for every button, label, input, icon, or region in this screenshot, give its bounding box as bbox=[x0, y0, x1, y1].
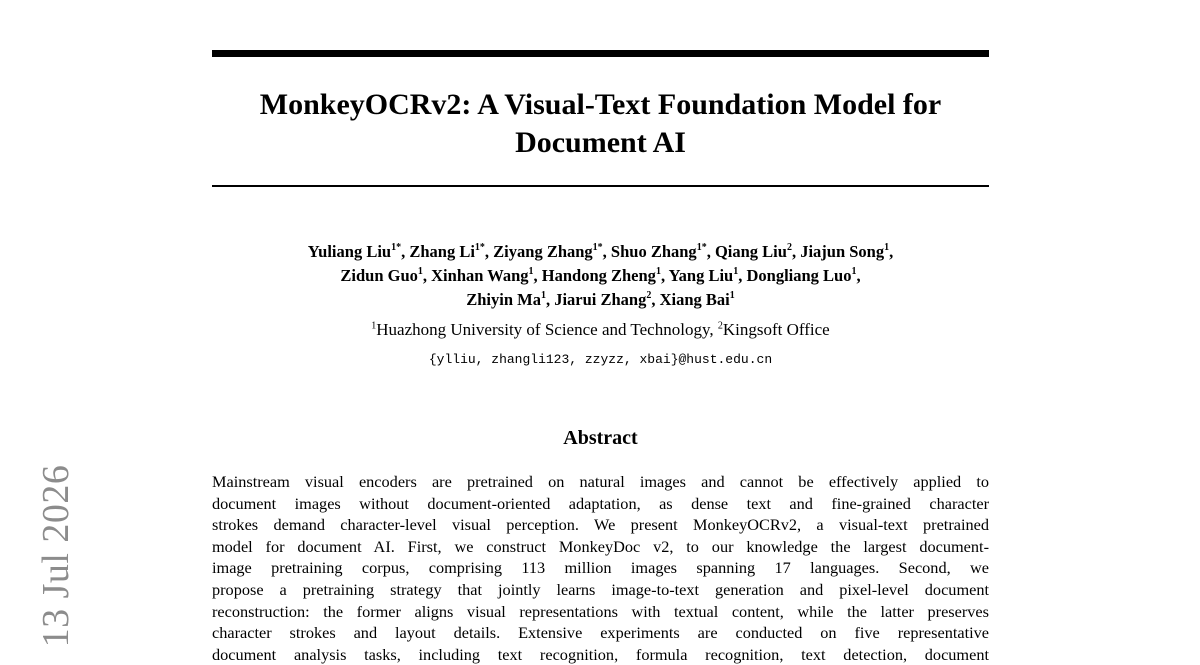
author-affil-mark: 1* bbox=[592, 241, 603, 253]
author-affil-mark: 1 bbox=[851, 265, 857, 277]
abstract-line: strokes demand character-level visual perception. We present MonkeyOCRv2, a visual-text pretrained bbox=[212, 515, 989, 535]
paper-title bbox=[212, 86, 989, 162]
abstract-line: model for document AI. First, we construct MonkeyDoc v2, to our knowledge the largest document- bbox=[212, 536, 989, 556]
abstract-line: Mainstream visual encoders are pretrained on natural images and cannot be effectively applied to bbox=[212, 472, 989, 491]
author-name: Yuliang Liu bbox=[307, 242, 392, 261]
affiliation-name: Huazhong University of Science and Technology bbox=[376, 320, 710, 339]
abstract-body bbox=[212, 471, 989, 665]
author-affil-mark: 1 bbox=[655, 265, 661, 277]
author-line-2: Zidun Guo$^1$, Xinhan Wang$^1$, Handong Zheng$^1$, Yang Liu$^1$, Dongliang Luo$^1$, bbox=[340, 265, 861, 285]
author-affil-mark: 1* bbox=[696, 241, 707, 253]
author-name: Xinhan Wang bbox=[431, 266, 529, 285]
author-line-1: Yuliang Liu$^{1*}$, Zhang $Li^{1*}$, Ziyang Zhang$^{1*}$, Shuo Zhang$^{1*}$, Qiang Liu$^2$, Jiajun Song$^1$, bbox=[307, 241, 894, 261]
abstract-line: document analysis tasks, including text recognition, formula recognition, text detection, document bbox=[212, 644, 989, 664]
affiliation-mark: 1 bbox=[371, 320, 377, 332]
author-name: Yang Liu bbox=[668, 266, 734, 285]
abstract-line: propose a pretraining strategy that jointly learns image-to-text generation and pixel-level document bbox=[212, 579, 989, 599]
title-bottom-rule bbox=[212, 185, 989, 187]
author-affil-mark: 1 bbox=[540, 289, 546, 301]
abstract-line: image pretraining corpus, comprising 113 million images spanning 17 languages. Second, we bbox=[212, 558, 989, 578]
author-affil-mark: 2 bbox=[646, 289, 652, 301]
author-list bbox=[212, 240, 989, 312]
author-name: Dongliang Luo bbox=[746, 266, 852, 285]
author-line-3: Zhiyin Ma$^1$, Jiarui Zhang$^2$, Xiang Bai$^1$ bbox=[466, 289, 735, 309]
author-name: Xiang Bai bbox=[659, 290, 730, 309]
author-affil-mark: 1 bbox=[729, 289, 735, 301]
author-affil-mark: 2 bbox=[786, 241, 792, 253]
author-name: Jiarui Zhang bbox=[554, 290, 647, 309]
author-name: Zhiyin Ma bbox=[466, 290, 541, 309]
affiliation-list: $^1$Huazhong University of Science and Technology, $^2$Kingsoft Office bbox=[371, 320, 830, 339]
abstract-line: character strokes and layout details. Extensive experiments are conducted on five representative bbox=[212, 623, 989, 643]
title-top-rule bbox=[212, 50, 989, 57]
author-name: Handong Zheng bbox=[541, 266, 656, 285]
author-name: Ziyang Zhang bbox=[493, 242, 593, 261]
affiliation-mark: 2 bbox=[717, 320, 723, 332]
author-name: Zidun Guo bbox=[340, 266, 418, 285]
abstract-line: document images without document-oriented adaptation, as dense text and fine-grained character bbox=[212, 493, 989, 513]
author-emails: {ylliu, zhangli123, zzyzz, xbai}@hust.edu.cn bbox=[428, 352, 773, 367]
title-line-1: MonkeyOCRv2: A Visual-Text Foundation Model for bbox=[259, 88, 942, 121]
author-affil-mark: 1* bbox=[474, 241, 485, 253]
title-line-2: Document AI bbox=[515, 126, 686, 159]
author-affil-mark: 1* bbox=[391, 241, 402, 253]
abstract-line: reconstruction: the former aligns visual representations with textual content, while the latter preserves bbox=[212, 601, 989, 621]
author-name: Jiajun Song bbox=[800, 242, 885, 261]
author-name: Shuo Zhang bbox=[610, 242, 697, 261]
arxiv-date: 13 Jul 2026 bbox=[35, 464, 77, 648]
affiliation-name: Kingsoft Office bbox=[722, 320, 830, 339]
author-affil-mark: 1 bbox=[733, 265, 739, 277]
author-affil-mark: 1 bbox=[528, 265, 534, 277]
author-name: Zhang Li bbox=[409, 242, 475, 261]
author-name: Qiang Liu bbox=[714, 242, 787, 261]
author-affil-mark: 1 bbox=[884, 241, 890, 253]
abstract-heading: Abstract bbox=[563, 427, 638, 449]
author-affil-mark: 1 bbox=[417, 265, 423, 277]
